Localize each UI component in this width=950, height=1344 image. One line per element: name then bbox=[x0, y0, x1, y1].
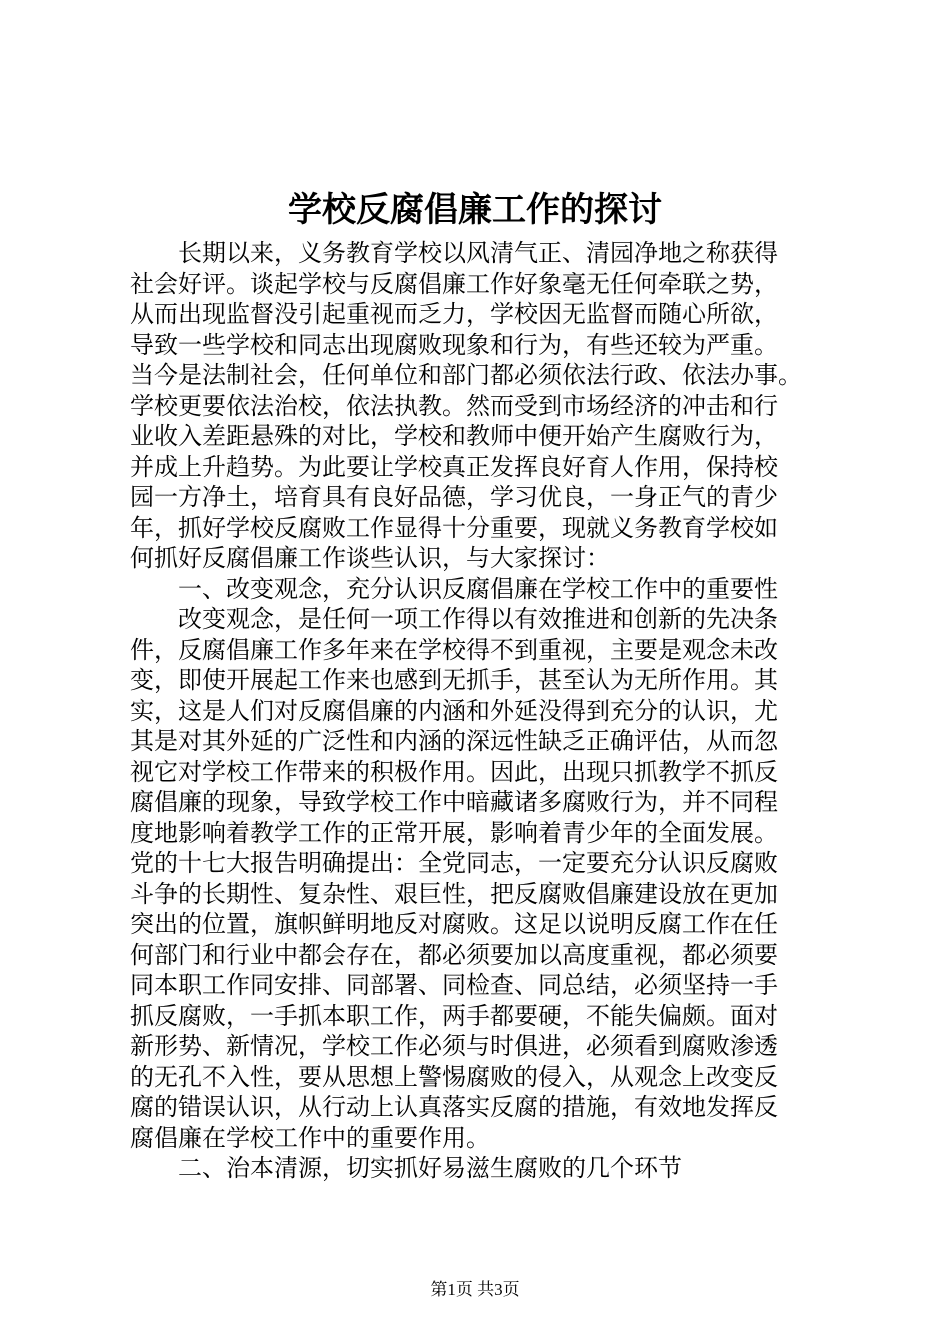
text-line: 实，这是人们对反腐倡廉的内涵和外延没得到充分的认识，尤 bbox=[130, 696, 778, 725]
text-line: 斗争的长期性、复杂性、艰巨性，把反腐败倡廉建设放在更加 bbox=[130, 879, 778, 908]
text-line: 腐倡廉的现象，导致学校工作中暗藏诸多腐败行为，并不同程 bbox=[130, 788, 778, 816]
text-line: 园一方净土，培育具有良好品德，学习优良，一身正气的青少 bbox=[130, 483, 778, 511]
text-line: 新形势、新情况，学校工作必须与时俱进，必须看到腐败渗透 bbox=[130, 1032, 778, 1060]
document-body bbox=[130, 238, 830, 1184]
text-line: 从而出现监督没引起重视而乏力，学校因无监督而随心所欲， bbox=[130, 300, 778, 328]
text-line: 学校更要依法治校，依法执教。然而受到市场经济的冲击和行 bbox=[130, 391, 778, 420]
text-line: 并成上升趋势。为此要让学校真正发挥良好育人作用，保持校 bbox=[130, 452, 778, 481]
text-line: 其是对其外延的广泛性和内涵的深远性缺乏正确评估，从而忽 bbox=[130, 727, 778, 755]
text-line: 业收入差距悬殊的对比，学校和教师中便开始产生腐败行为， bbox=[130, 422, 778, 450]
text-line: 党的十七大报告明确提出：全党同志，一定要充分认识反腐败 bbox=[130, 849, 778, 877]
text-line: 改变观念，是任何一项工作得以有效推进和创新的先决条 bbox=[130, 605, 778, 633]
text-line: 二、治本清源，切实抓好易滋生腐败的几个环节 bbox=[130, 1154, 682, 1182]
text-line: 同本职工作同安排、同部署、同检查、同总结，必须坚持一手 bbox=[130, 971, 778, 999]
text-line: 长期以来，义务教育学校以风清气正、清园净地之称获得 bbox=[130, 239, 778, 267]
text-line: 突出的位置，旗帜鲜明地反对腐败。这足以说明反腐工作在任 bbox=[130, 910, 778, 938]
text-line: 的无孔不入性，要从思想上警惕腐败的侵入，从观念上改变反 bbox=[130, 1062, 778, 1091]
text-line: 抓反腐败，一手抓本职工作，两手都要硬，不能失偏颇。面对 bbox=[130, 1001, 778, 1030]
text-line: 社会好评。谈起学校与反腐倡廉工作好象毫无任何牵联之势， bbox=[130, 269, 778, 298]
text-line: 件，反腐倡廉工作多年来在学校得不到重视，主要是观念未改 bbox=[130, 635, 778, 664]
text-line: 何抓好反腐倡廉工作谈些认识，与大家探讨： bbox=[130, 544, 610, 572]
text-line: 一、改变观念，充分认识反腐倡廉在学校工作中的重要性 bbox=[130, 574, 778, 603]
document-title: 学校反腐倡廉工作的探讨 bbox=[288, 190, 662, 230]
text-line: 度地影响着教学工作的正常开展，影响着青少年的全面发展。 bbox=[130, 818, 778, 847]
text-line: 当今是法制社会，任何单位和部门都必须依法行政、依法办事。 bbox=[130, 361, 802, 389]
text-line: 视它对学校工作带来的积极作用。因此，出现只抓教学不抓反 bbox=[130, 757, 778, 786]
text-line: 年，抓好学校反腐败工作显得十分重要，现就义务教育学校如 bbox=[130, 513, 778, 542]
text-line: 腐的错误认识，从行动上认真落实反腐的措施，有效地发挥反 bbox=[130, 1093, 778, 1121]
text-line: 变，即使开展起工作来也感到无抓手，甚至认为无所作用。其 bbox=[130, 666, 778, 694]
page-footer: 第1页 共3页 bbox=[430, 1280, 520, 1299]
text-line: 导致一些学校和同志出现腐败现象和行为，有些还较为严重。 bbox=[130, 330, 778, 359]
text-line: 腐倡廉在学校工作中的重要作用。 bbox=[130, 1123, 490, 1152]
text-line: 何部门和行业中都会存在，都必须要加以高度重视，都必须要 bbox=[130, 940, 778, 969]
